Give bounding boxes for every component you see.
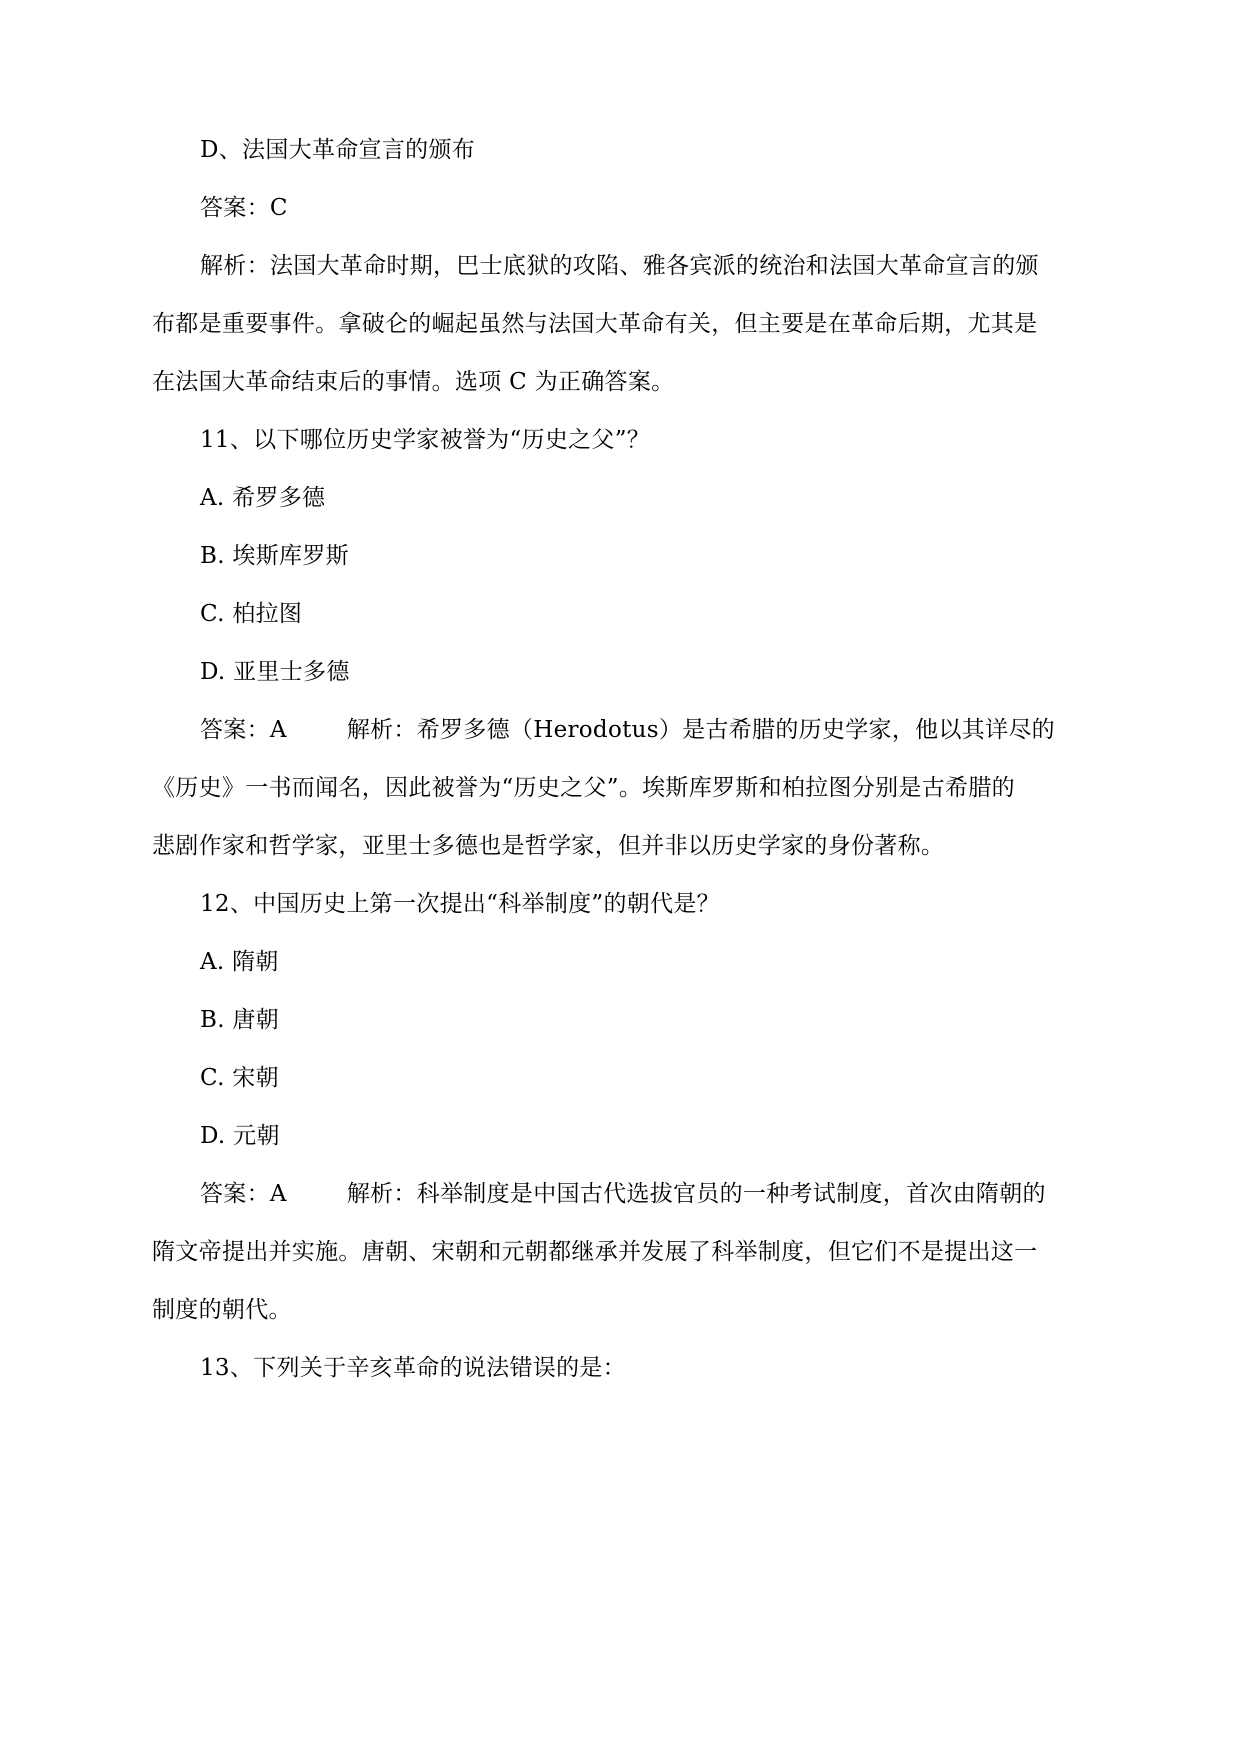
question-12-option-c: C. 宋朝 [200, 1065, 279, 1091]
question-12-explanation-line-3: 制度的朝代。 [152, 1297, 292, 1323]
option-d-prev: D、法国大革命宣言的颁布 [200, 137, 476, 163]
question-11-explanation-line-2: 《历史》一书而闻名，因此被誉为“历史之父”。埃斯库罗斯和柏拉图分别是古希腊的 [152, 775, 1015, 801]
question-12-explanation-start: 解析：科举制度是中国古代选拔官员的一种考试制度，首次由隋朝的 [346, 1181, 1046, 1207]
question-12-option-a: A. 隋朝 [200, 949, 279, 975]
question-13-title: 13、下列关于辛亥革命的说法错误的是： [200, 1355, 626, 1381]
question-12-option-b: B. 唐朝 [200, 1007, 280, 1033]
question-12-answer-row [200, 1178, 1140, 1210]
question-11-option-a: A. 希罗多德 [200, 485, 326, 511]
explanation-prev-line-2: 布都是重要事件。拿破仑的崛起虽然与法国大革命有关，但主要是在革命后期，尤其是 [152, 311, 1038, 337]
question-11-title: 11、以下哪位历史学家被誉为“历史之父”？ [200, 427, 651, 453]
explanation-prev-line-1: 解析：法国大革命时期，巴士底狱的攻陷、雅各宾派的统治和法国大革命宣言的颁 [200, 253, 1039, 279]
question-12-answer: 答案：A [200, 1181, 287, 1207]
answer-prev: 答案：C [200, 195, 288, 221]
question-12-option-d: D. 元朝 [200, 1123, 280, 1149]
question-11-option-c: C. 柏拉图 [200, 601, 303, 627]
question-11-answer-row [200, 714, 1140, 746]
question-12-title: 12、中国历史上第一次提出“科举制度”的朝代是？ [200, 891, 720, 917]
question-11-answer: 答案：A [200, 717, 287, 743]
question-11-explanation-line-3: 悲剧作家和哲学家，亚里士多德也是哲学家，但并非以历史学家的身份著称。 [152, 833, 945, 859]
question-11-option-d: D. 亚里士多德 [200, 659, 350, 685]
question-11-explanation-start: 解析：希罗多德（Herodotus）是古希腊的历史学家，他以其详尽的 [346, 717, 1055, 743]
question-12-explanation-line-2: 隋文帝提出并实施。唐朝、宋朝和元朝都继承并发展了科举制度，但它们不是提出这一 [152, 1239, 1038, 1265]
explanation-prev-line-3: 在法国大革命结束后的事情。选项 C 为正确答案。 [152, 369, 675, 395]
question-11-option-b: B. 埃斯库罗斯 [200, 543, 349, 569]
